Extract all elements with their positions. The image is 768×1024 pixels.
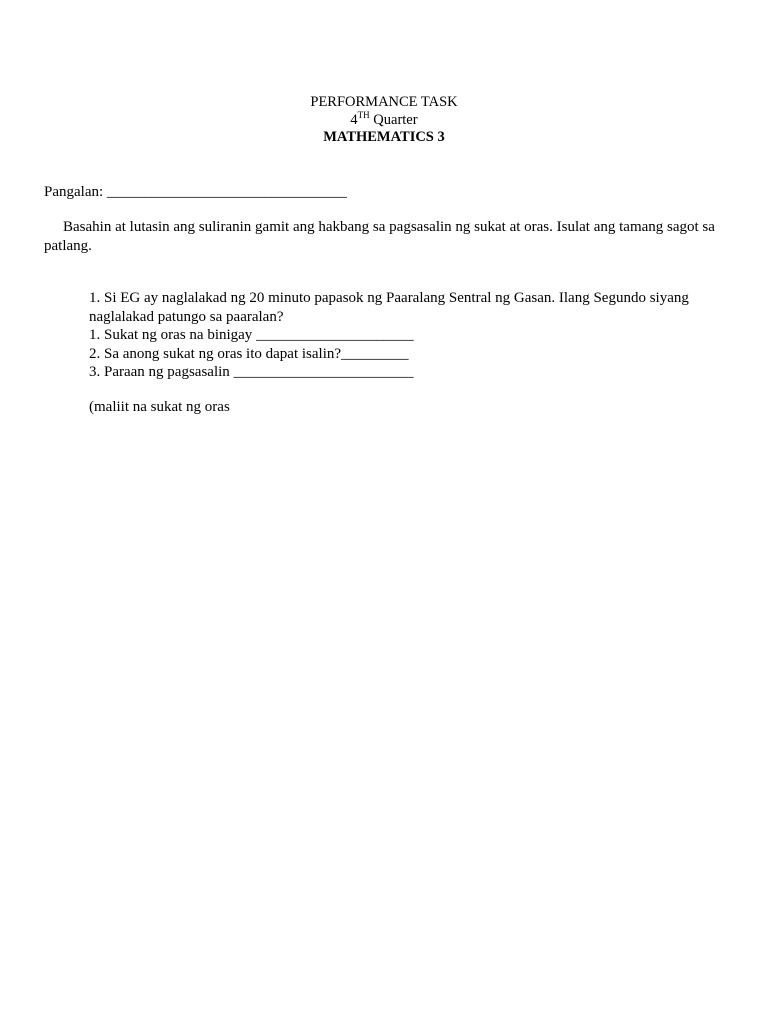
problem-statement: 1. Si EG ay naglalakad ng 20 minuto papasok ng Paaralang Sentral ng Gasan. Ilang Segundo siyang naglalakad patungo sa paaralan?: [89, 290, 689, 325]
answer-blank: _________: [341, 345, 409, 362]
answer-item: 1. Sukat ng oras na binigay _____________________: [89, 327, 414, 343]
problem-block: [89, 289, 729, 382]
name-field: [44, 183, 347, 201]
document-title: PERFORMANCE TASK: [310, 94, 458, 110]
name-label: Pangalan:: [44, 184, 104, 200]
quarter-label: 4TH Quarter: [350, 109, 418, 128]
name-blank: ________________________________: [106, 184, 347, 200]
note-text: (maliit na sukat ng oras: [89, 399, 230, 415]
answer-blank: _____________________: [256, 327, 414, 343]
subject-title: MATHEMATICS 3: [323, 129, 445, 145]
document-header: [0, 94, 768, 147]
answer-item: 2. Sa anong sukat ng oras ito dapat isalin?_________: [89, 345, 409, 362]
instructions-paragraph: Basahin at lutasin ang suliranin gamit ang hakbang sa pagsasalin ng sukat at oras. Isulat ang tamang sagot sa patlang.: [44, 219, 715, 254]
answer-item: 3. Paraan ng pagsasalin ________________________: [89, 364, 414, 380]
answer-blank: ________________________: [233, 364, 414, 380]
